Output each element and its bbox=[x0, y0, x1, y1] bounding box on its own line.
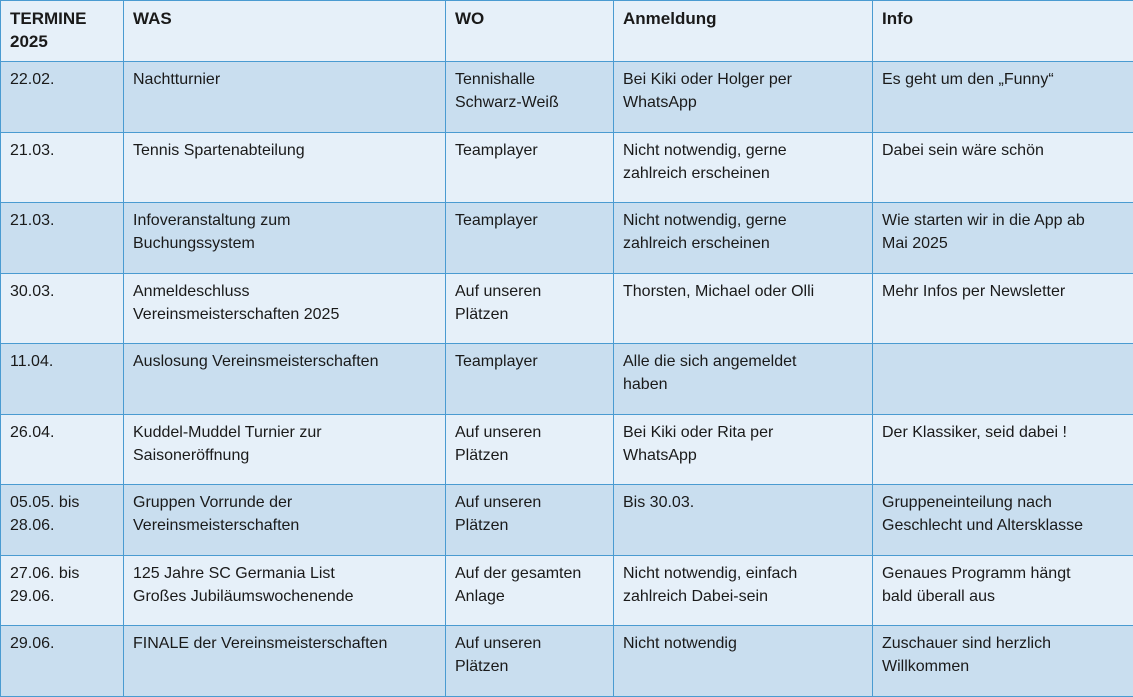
table-row bbox=[1, 62, 1133, 133]
cell-anmeldung: Thorsten, Michael oder Olli bbox=[614, 273, 873, 344]
table-row bbox=[1, 414, 1133, 485]
cell-wo: Teamplayer bbox=[446, 344, 614, 415]
header-was: WAS bbox=[124, 1, 446, 62]
cell-was: Gruppen Vorrunde der Vereinsmeisterschaften bbox=[124, 485, 446, 556]
header-anmeldung: Anmeldung bbox=[614, 1, 873, 62]
cell-info: Zuschauer sind herzlich Willkommen bbox=[873, 626, 1133, 697]
cell-date: 21.03. bbox=[1, 203, 124, 274]
cell-date: 11.04. bbox=[1, 344, 124, 415]
cell-anmeldung: Nicht notwendig, gerne zahlreich erscheinen bbox=[614, 132, 873, 203]
cell-wo: Tennishalle Schwarz-Weiß bbox=[446, 62, 614, 133]
cell-info: Dabei sein wäre schön bbox=[873, 132, 1133, 203]
cell-wo: Auf der gesamten Anlage bbox=[446, 555, 614, 626]
cell-anmeldung: Nicht notwendig, gerne zahlreich erscheinen bbox=[614, 203, 873, 274]
table-row bbox=[1, 626, 1133, 697]
cell-anmeldung: Nicht notwendig bbox=[614, 626, 873, 697]
cell-was: 125 Jahre SC Germania List Großes Jubiläumswochenende bbox=[124, 555, 446, 626]
cell-wo: Auf unseren Plätzen bbox=[446, 626, 614, 697]
cell-info: Mehr Infos per Newsletter bbox=[873, 273, 1133, 344]
cell-anmeldung: Bis 30.03. bbox=[614, 485, 873, 556]
cell-was: Tennis Spartenabteilung bbox=[124, 132, 446, 203]
cell-date: 21.03. bbox=[1, 132, 124, 203]
cell-anmeldung: Bei Kiki oder Holger per WhatsApp bbox=[614, 62, 873, 133]
cell-info: Der Klassiker, seid dabei ! bbox=[873, 414, 1133, 485]
cell-wo: Auf unseren Plätzen bbox=[446, 485, 614, 556]
cell-was: Infoveranstaltung zum Buchungssystem bbox=[124, 203, 446, 274]
cell-date: 30.03. bbox=[1, 273, 124, 344]
cell-info: Es geht um den „Funny“ bbox=[873, 62, 1133, 133]
cell-wo: Auf unseren Plätzen bbox=[446, 414, 614, 485]
cell-anmeldung: Bei Kiki oder Rita per WhatsApp bbox=[614, 414, 873, 485]
cell-wo: Teamplayer bbox=[446, 132, 614, 203]
cell-anmeldung: Nicht notwendig, einfach zahlreich Dabei-sein bbox=[614, 555, 873, 626]
cell-date: 26.04. bbox=[1, 414, 124, 485]
cell-wo: Teamplayer bbox=[446, 203, 614, 274]
header-row bbox=[1, 1, 1133, 62]
cell-info: Gruppeneinteilung nach Geschlecht und Altersklasse bbox=[873, 485, 1133, 556]
cell-date: 27.06. bis 29.06. bbox=[1, 555, 124, 626]
table-row bbox=[1, 344, 1133, 415]
cell-date: 29.06. bbox=[1, 626, 124, 697]
header-termine: TERMINE 2025 bbox=[1, 1, 124, 62]
table-row bbox=[1, 132, 1133, 203]
cell-info: Wie starten wir in die App ab Mai 2025 bbox=[873, 203, 1133, 274]
table-row bbox=[1, 555, 1133, 626]
header-wo: WO bbox=[446, 1, 614, 62]
cell-was: Kuddel-Muddel Turnier zur Saisoneröffnung bbox=[124, 414, 446, 485]
cell-info bbox=[873, 344, 1133, 415]
cell-anmeldung: Alle die sich angemeldet haben bbox=[614, 344, 873, 415]
header-info: Info bbox=[873, 1, 1133, 62]
table-row bbox=[1, 203, 1133, 274]
cell-was: Anmeldeschluss Vereinsmeisterschaften 2025 bbox=[124, 273, 446, 344]
cell-wo: Auf unseren Plätzen bbox=[446, 273, 614, 344]
cell-was: FINALE der Vereinsmeisterschaften bbox=[124, 626, 446, 697]
cell-date: 22.02. bbox=[1, 62, 124, 133]
table-row bbox=[1, 485, 1133, 556]
table-row bbox=[1, 273, 1133, 344]
cell-was: Nachtturnier bbox=[124, 62, 446, 133]
cell-was: Auslosung Vereinsmeisterschaften bbox=[124, 344, 446, 415]
cell-info: Genaues Programm hängt bald überall aus bbox=[873, 555, 1133, 626]
cell-date: 05.05. bis 28.06. bbox=[1, 485, 124, 556]
